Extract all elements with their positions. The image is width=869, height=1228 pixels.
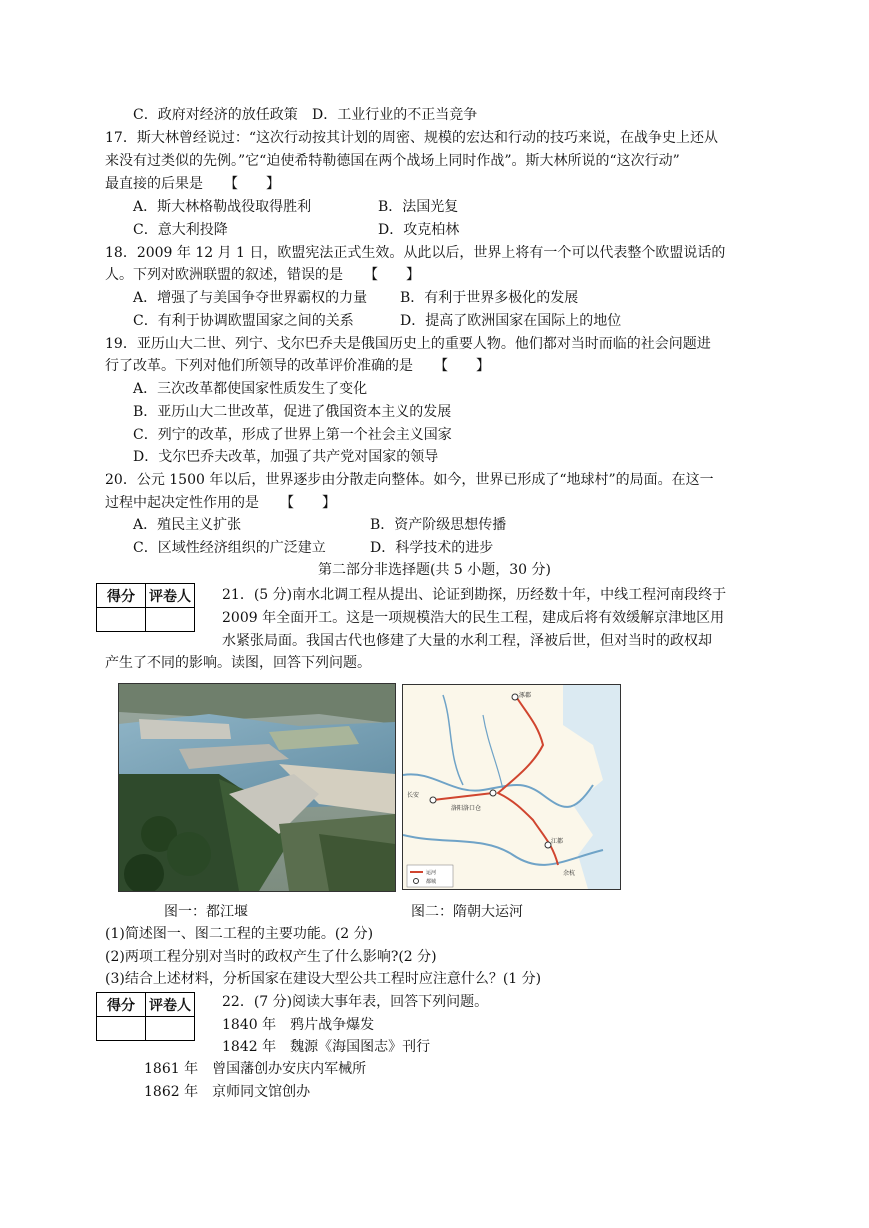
event-text: 魏源《海国图志》刊行: [290, 1039, 431, 1055]
q17-text-2: 来没有过类似的先例。”它“迫使希特勒德国在两个战场上同时作战”。斯大林所说的“这次行动”: [105, 153, 680, 169]
q18-text-2: 人。下列对欧洲联盟的叙述，错误的是 【 】: [105, 267, 420, 283]
grader-label: 评卷人: [146, 993, 195, 1017]
q19-option-d: D．戈尔巴乔夫改革，加强了共产党对国家的领导: [133, 449, 439, 465]
score-box-q22: [96, 992, 195, 1041]
q18-option-b: B．有利于世界多极化的发展: [400, 290, 579, 306]
event-text: 曾国藩创办安庆内军械所: [212, 1061, 367, 1077]
q19-option-b: B．亚历山大二世改革，促进了俄国资本主义的发展: [133, 404, 452, 420]
grader-cell[interactable]: [146, 1017, 195, 1041]
score-label: 得分: [97, 993, 146, 1017]
dujiangyan-photo: [118, 683, 396, 892]
event-year: 1842 年: [222, 1039, 277, 1055]
event-year: 1862 年: [144, 1084, 199, 1100]
caption-figure-1: 图一：都江堰: [164, 904, 248, 920]
q16-option-d: D．工业行业的不正当竞争: [312, 107, 478, 123]
q20-option-d: D．科学技术的进步: [370, 540, 494, 556]
q17-option-b: B．法国光复: [378, 199, 459, 215]
event-text: 鸦片战争爆发: [290, 1017, 375, 1033]
map-label-luoyang: 洛阳洛口仓: [451, 805, 482, 812]
score-box-q21: [96, 583, 195, 632]
q20-text-1: 20．公元 1500 年以后，世界逐步由分散走向整体。如今，世界已形成了“地球村”的局面。在这一: [105, 472, 714, 488]
map-label-jiangdu: 江都: [551, 838, 564, 845]
q20-option-a: A．殖民主义扩张: [133, 517, 242, 533]
event-year: 1861 年: [144, 1061, 199, 1077]
event-row: [144, 1081, 310, 1103]
grand-canal-map: [402, 684, 621, 890]
q21-sub-2: (2)两项工程分别对当时的政权产生了什么影响?(2 分): [105, 949, 437, 965]
grand-canal-illustration: [403, 685, 620, 889]
q19-text-1: 19．亚历山大二世、列宁、戈尔巴乔夫是俄国历史上的重要人物。他们都对当时而临的社会问题进: [105, 336, 711, 352]
q17-option-d: D．攻克柏林: [378, 222, 460, 238]
q18-text-1: 18．2009 年 12 月 1 日，欧盟宪法正式生效。从此以后，世界上将有一个可以代表整个欧盟说话的: [105, 245, 726, 261]
q21-text-3: 水紧张局面。我国古代也修建了大量的水利工程，泽被后世，但对当时的政权却: [222, 633, 712, 649]
q17-option-c: C．意大利投降: [133, 222, 228, 238]
q20-option-c: C．区域性经济组织的广泛建立: [133, 540, 326, 556]
section-title: 第二部分非选择题(共 5 小题，30 分): [318, 562, 551, 578]
q18-option-c: C．有利于协调欧盟国家之间的关系: [133, 313, 354, 329]
map-label-changan: 长安: [407, 792, 420, 799]
event-row: [222, 1036, 430, 1058]
q19-option-c: C．列宁的改革，形成了世界上第一个社会主义国家: [133, 427, 452, 443]
q16-option-c: C．政府对经济的放任政策: [133, 107, 298, 123]
event-text: 京师同文馆创办: [212, 1084, 311, 1100]
event-row: [144, 1058, 366, 1080]
q19-option-a: A．三次改革都使国家性质发生了变化: [133, 381, 368, 397]
q20-option-b: B．资产阶级思想传播: [370, 517, 507, 533]
score-cell[interactable]: [97, 1017, 146, 1041]
q21-text-1: 21．(5 分)南水北调工程从提出、论证到勘探，历经数十年，中线工程河南段终于: [222, 587, 727, 603]
caption-figure-2: 图二：隋朝大运河: [411, 904, 523, 920]
score-label: 得分: [97, 584, 146, 608]
grader-label: 评卷人: [146, 584, 195, 608]
q21-text-4: 产生了不同的影响。读图，回答下列问题。: [105, 655, 371, 671]
q17-text-1: 17．斯大林曾经说过：“这次行动按其计划的周密、规模的宏达和行动的技巧来说，在战争史上还从: [105, 130, 718, 146]
q21-sub-1: (1)简述图一、图二工程的主要功能。(2 分): [105, 926, 374, 942]
q18-option-a: A．增强了与美国争夺世界霸权的力量: [133, 290, 368, 306]
q17-option-a: A．斯大林格勒战役取得胜利: [133, 199, 312, 215]
legend-canal: 运河: [426, 870, 437, 876]
q21-text-2: 2009 年全面开工。这是一项规模浩大的民生工程，建成后将有效缓解京津地区用: [222, 610, 725, 626]
map-label-yuhang: 余杭: [563, 870, 576, 877]
q22-text-1: 22．(7 分)阅读大事年表，回答下列问题。: [222, 994, 489, 1010]
dujiangyan-illustration: [119, 684, 395, 891]
q20-text-2: 过程中起决定性作用的是 【 】: [105, 495, 336, 511]
q17-text-3: 最直接的后果是 【 】: [105, 176, 280, 192]
map-label-zhuojun: 涿郡: [519, 692, 532, 699]
q19-text-2: 行了改革。下列对他们所领导的改革评价准确的是 【 】: [105, 358, 490, 374]
event-year: 1840 年: [222, 1017, 277, 1033]
grader-cell[interactable]: [146, 608, 195, 632]
score-cell[interactable]: [97, 608, 146, 632]
event-row: [222, 1014, 374, 1036]
q18-option-d: D．提高了欧洲国家在国际上的地位: [400, 313, 622, 329]
legend-capital: 都城: [426, 879, 437, 885]
q21-sub-3: (3)结合上述材料，分析国家在建设大型公共工程时应注意什么？(1 分): [105, 971, 542, 987]
